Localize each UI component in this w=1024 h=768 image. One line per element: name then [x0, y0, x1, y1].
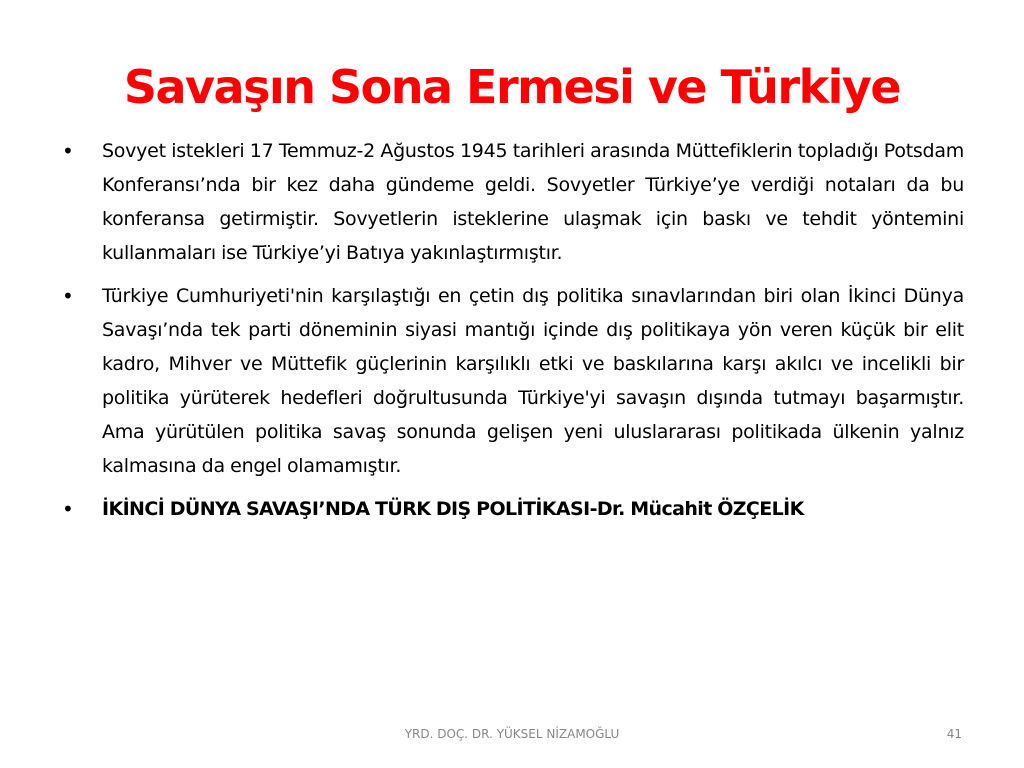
bullet-text: Sovyet istekleri 17 Temmuz-2 Ağustos 1945 tarihleri arasında Müttefiklerin topladığı Potsdam Konferansı’nda bir kez daha gündeme geldi. Sovyetler Türkiye’ye verdiği notaları da bu konferansa getirmiştir. Sovyetlerin isteklerine ulaşmak için baskı ve tehdit yöntemini kullanmaları ise Türkiye’yi Batıya yakınlaştırmıştır. — [102, 140, 964, 264]
bullet-text: Türkiye Cumhuriyeti'nin karşılaştığı en çetin dış politika sınavlarından biri olan İkinci Dünya Savaşı’nda tek parti döneminin siyasi mantığı içinde dış politikaya yön veren küçük bir elit kadro, Mihver ve Müttefik güçlerinin karşılıklı etki ve baskılarına karşı akılcı ve incelikli bir politika yürüterek hedefleri doğrultusunda Türkiye'yi savaşın dışında tutmayı başarmıştır. Ama yürütülen politika savaş sonunda gelişen yeni uluslararası politikada ülkenin yalnız kalmasına da engel olamamıştır. — [102, 285, 964, 477]
slide-title: Savaşın Sona Ermesi ve Türkiye — [123, 60, 901, 114]
page-number: 41 — [946, 727, 962, 741]
bullet-icon: • — [62, 139, 74, 163]
footer-author: YRD. DOÇ. DR. YÜKSEL NİZAMOĞLU — [404, 727, 620, 741]
source-citation: İKİNCİ DÜNYA SAVAŞI’NDA TÜRK DIŞ POLİTİKASI-Dr. Mücahit ÖZÇELİK — [102, 498, 804, 520]
bullet-item-source — [58, 492, 964, 526]
bullet-item-foreign-policy — [58, 279, 964, 483]
bullet-list — [58, 134, 964, 535]
bullet-item-potsdam — [58, 134, 964, 270]
bullet-icon: • — [62, 284, 74, 308]
bullet-icon: • — [62, 497, 74, 521]
